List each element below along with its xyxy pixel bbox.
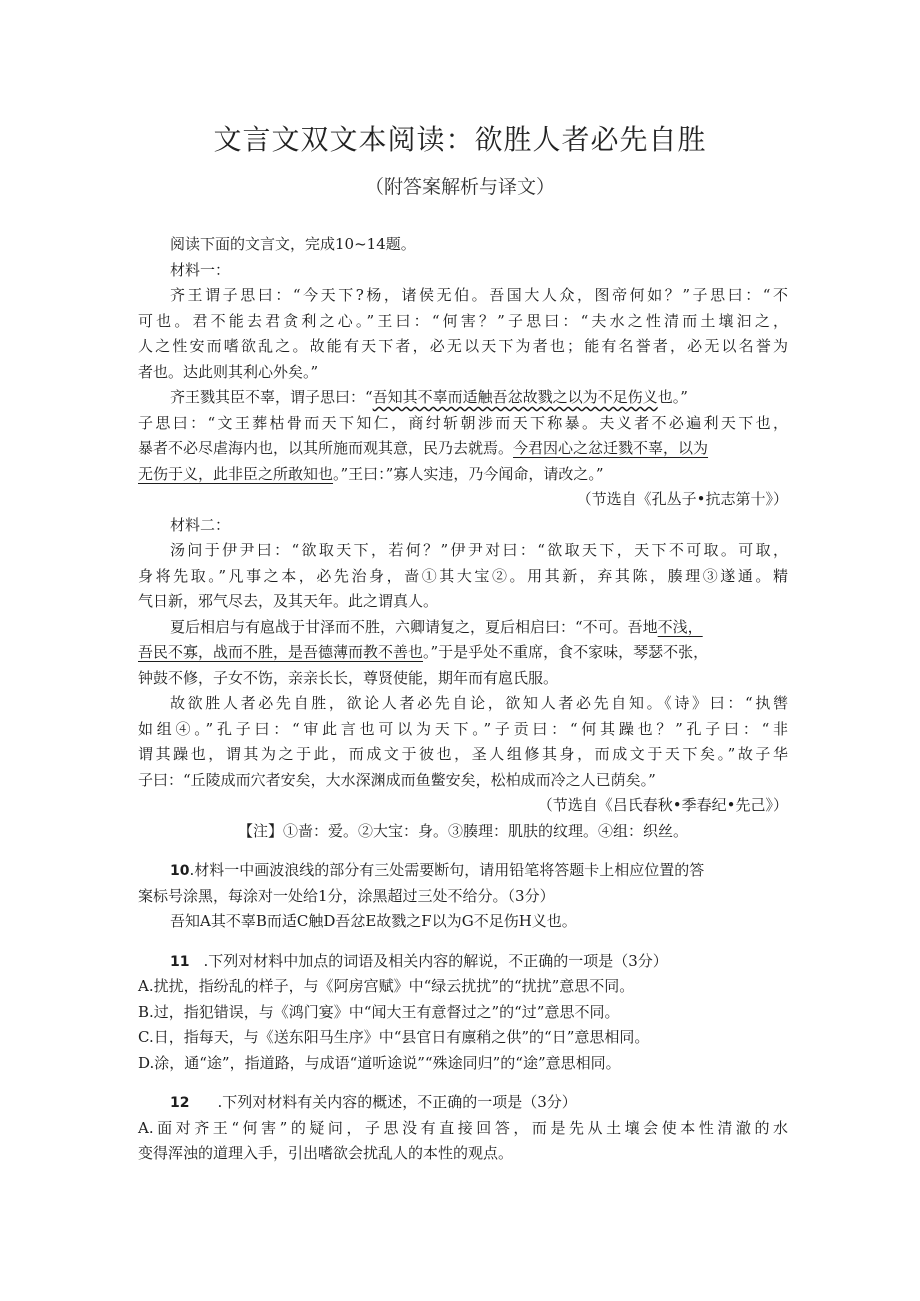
material2-para3-line: 如组④。”孔子曰：“审此言也可以为天下。”子贡曰：“何其躁也？”孔子曰：“非 <box>138 719 788 738</box>
annotation-note: 【注】①啬：爱。②大宝：身。③腠理：肌肤的纹理。④组：织丝。 <box>237 821 688 840</box>
page-subtitle: （附答案解析与译文） <box>364 176 555 198</box>
page-title: 文言文双文本阅读：欲胜人者必先自胜 <box>213 123 707 156</box>
material2-para1-line: 身将先取。”凡事之本，必先治身，啬①其大宝②。用其新，弃其陈，腠理③遂通。精 <box>138 566 788 585</box>
material1-para1-line: 齐王谓子思曰：“今天下?杨，诸侯无伯。吾国大人众，图帝何如？”子思曰：“不 <box>170 286 788 304</box>
material1-para2-line <box>138 436 788 462</box>
document-body <box>138 232 788 1167</box>
material2-para3-line: 故欲胜人者必先自胜，欲论人者必先自论，欲知人者必先自知。《诗》曰：“执辔 <box>170 694 788 712</box>
text-span: 。”于是乎处不重席，食不家味，琴瑟不张， <box>423 643 709 661</box>
material1-para1-line: 人之性安而嗜欲乱之。故能有天下者，必无以天下为者也；能有名誉者，必无以名誉为 <box>138 337 788 355</box>
question-stem: .下列对材料有关内容的概述，不正确的一项是（3分） <box>217 1093 577 1111</box>
material1-para1-line: 者也。达此则其利心外矣。” <box>138 362 319 381</box>
text-span: 暴者不必尽虐海内也，以其所施而观其意，民乃去就焉。 <box>138 439 514 457</box>
question-12-option-a: 变得浑浊的道理入手，引出嗜欲会扰乱人的本性的观点。 <box>138 1144 514 1162</box>
question-11-option-a: A.扰扰，指纷乱的样子，与《阿房宫赋》中“绿云扰扰”的“扰扰”意思不同。 <box>138 977 635 995</box>
underlined-sentence: 不浅， <box>657 617 703 636</box>
intro-text: 阅读下面的文言文，完成10~14题。 <box>170 235 416 253</box>
question-10-line <box>138 858 788 884</box>
question-number: 12 <box>170 1095 190 1111</box>
material2-para1-line: 汤问于伊尹曰：“欲取天下，若何？”伊尹对曰：“欲取天下，天下不可取。可取， <box>170 541 788 559</box>
question-12-option-a: A.面对齐王“何害”的疑问，子思没有直接回答，而是先从土壤会使本性清澈的水 <box>138 1118 788 1137</box>
question-11-option-d: D.涂，通“途”，指道路，与成语“道听途说”“殊途同归”的“途”意思相同。 <box>138 1053 621 1072</box>
question-10-answer-options: 吾知A其不辜B而适C触D吾忿E故戮之F以为G不足伤H义也。 <box>170 912 577 930</box>
material2-para3-line: 子曰：“丘陵成而穴者安矣，大水深渊成而鱼鳖安矣，松柏成而冷之人已荫矣。” <box>138 770 656 789</box>
question-10-line: 案标号涂黑，每涂对一处给1分，涂黑超过三处不给分。（3分） <box>138 886 555 905</box>
material2-para1-line: 气日新，邪气尽去，及其天年。此之谓真人。 <box>138 592 439 610</box>
wavy-underlined-sentence: 吾知其不辜而适触吾忿故戮之以为不足伤义 <box>372 388 658 406</box>
underlined-sentence: 无伤于义，此非臣之所敢知也 <box>138 464 334 483</box>
material2-source: （节选自《吕氏春秋•季春纪•先己》） <box>537 796 788 814</box>
question-stem: .材料一中画波浪线的部分有三处需要断句，请用铅笔将答题卡上相应位置的答 <box>189 861 705 879</box>
material2-para2-line <box>138 615 788 641</box>
material1-para1-line: 可也。君不能去君贪利之心。”王曰：“何害？”子思曰：“夫水之性清而土壤汩之， <box>138 311 788 330</box>
question-number: 10 <box>170 863 190 879</box>
text-span: 夏后相启与有扈战于甘泽而不胜，六卿请复之，夏后相启曰：“不可。吾地 <box>170 617 658 636</box>
text-span: 。”王曰：”寡人实违，乃今闻命，请改之。” <box>333 464 604 483</box>
text-span: 也。” <box>657 388 688 406</box>
material2-para2-line: 钟鼓不修，子女不饬，亲亲长长，尊贤使能，期年而有扈氏服。 <box>138 668 559 687</box>
material1-para2-line <box>138 462 788 488</box>
question-number: 11 <box>170 953 190 970</box>
question-11-stem <box>138 949 788 975</box>
question-12-stem <box>138 1090 788 1116</box>
material2-para3-line: 谓其躁也，谓其为之于此，而成文于彼也，圣人组修其身，而成文于天下矣。”故子华 <box>138 745 788 763</box>
question-stem: .下列对材料中加点的词语及相关内容的解说，不正确的一项是（3分） <box>203 951 668 970</box>
question-11-option-c: C.日，指每天，与《送东阳马生序》中“县官日有廪稍之供”的“日”意思相同。 <box>138 1028 650 1046</box>
material1-para2-line <box>138 385 788 411</box>
underlined-sentence: 吾民不寡，战而不胜，是吾德薄而教不善也 <box>138 643 424 661</box>
material1-label: 材料一： <box>170 260 231 279</box>
question-11-option-b: B.过，指犯错误，与《鸿门宴》中“闻大王有意督过之”的“过”意思不同。 <box>138 1002 620 1021</box>
material1-source: （节选自《孔丛子•抗志第十》） <box>576 490 788 508</box>
material2-para2-line <box>138 640 788 666</box>
material1-para2-line: 子思曰：“文王葬枯骨而天下知仁，商纣斩朝涉而天下称暴。夫义者不必遍利天下也， <box>138 413 788 432</box>
underlined-sentence: 今君因心之忿迁戮不辜，以为 <box>513 439 709 457</box>
text-span: 齐王戮其臣不辜，谓子思曰：“ <box>170 388 373 406</box>
material2-label: 材料二： <box>170 515 231 534</box>
